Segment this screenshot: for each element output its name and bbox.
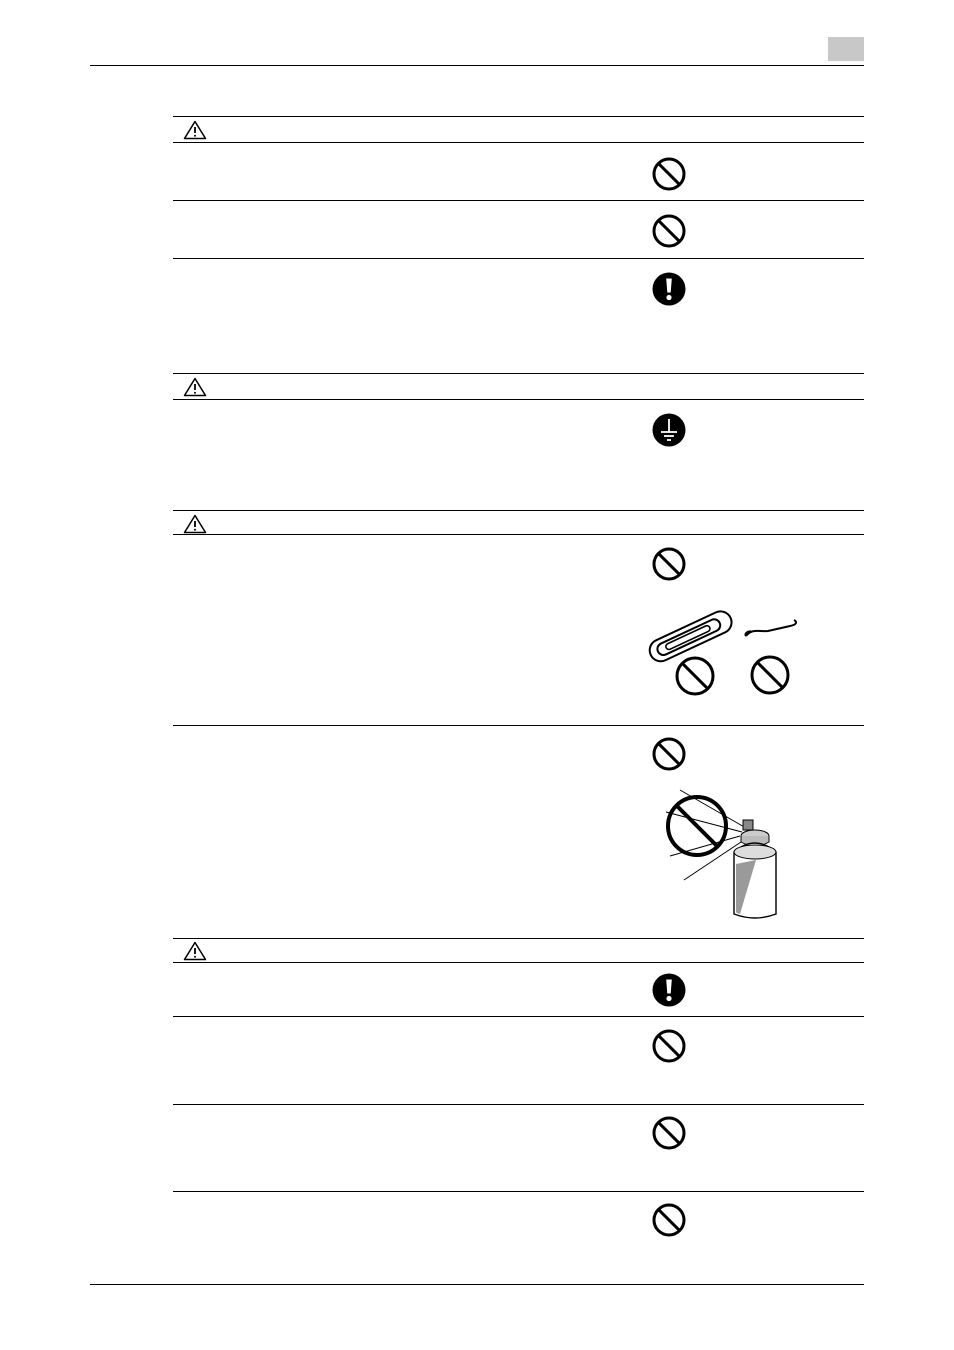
header-rule bbox=[90, 65, 864, 66]
row-divider bbox=[173, 258, 864, 259]
section-header-rule-bottom bbox=[173, 534, 864, 535]
prohibition-icon bbox=[650, 545, 688, 583]
warning-triangle-icon bbox=[183, 514, 207, 534]
warning-triangle-icon bbox=[183, 941, 207, 961]
warning-triangle-icon bbox=[183, 377, 207, 397]
footer-rule bbox=[90, 1284, 864, 1285]
prohibition-icon bbox=[650, 212, 688, 250]
section-header-rule-top bbox=[173, 938, 864, 939]
row-divider bbox=[173, 725, 864, 726]
prohibition-icon bbox=[650, 1114, 688, 1152]
row-divider bbox=[173, 1104, 864, 1105]
ground-connection-icon bbox=[650, 411, 688, 449]
prohibition-icon bbox=[650, 1201, 688, 1239]
row-divider bbox=[173, 1016, 864, 1017]
row-divider bbox=[173, 1191, 864, 1192]
section-header-rule-top bbox=[173, 510, 864, 511]
prohibition-icon bbox=[650, 1027, 688, 1065]
paper-clip-staple-prohibited-illustration bbox=[640, 600, 820, 700]
spray-can-prohibited-illustration bbox=[660, 782, 790, 927]
section-header-rule-bottom bbox=[173, 962, 864, 963]
page-number-box bbox=[828, 37, 864, 61]
section-header-rule-top bbox=[173, 116, 864, 117]
section-header-rule-top bbox=[173, 373, 864, 374]
prohibition-icon bbox=[650, 735, 688, 773]
mandatory-action-icon bbox=[650, 270, 688, 308]
row-divider bbox=[173, 200, 864, 201]
prohibition-icon bbox=[650, 155, 688, 193]
mandatory-action-icon bbox=[650, 971, 688, 1009]
section-header-rule-bottom bbox=[173, 142, 864, 143]
warning-triangle-icon bbox=[183, 120, 207, 140]
section-header-rule-bottom bbox=[173, 399, 864, 400]
